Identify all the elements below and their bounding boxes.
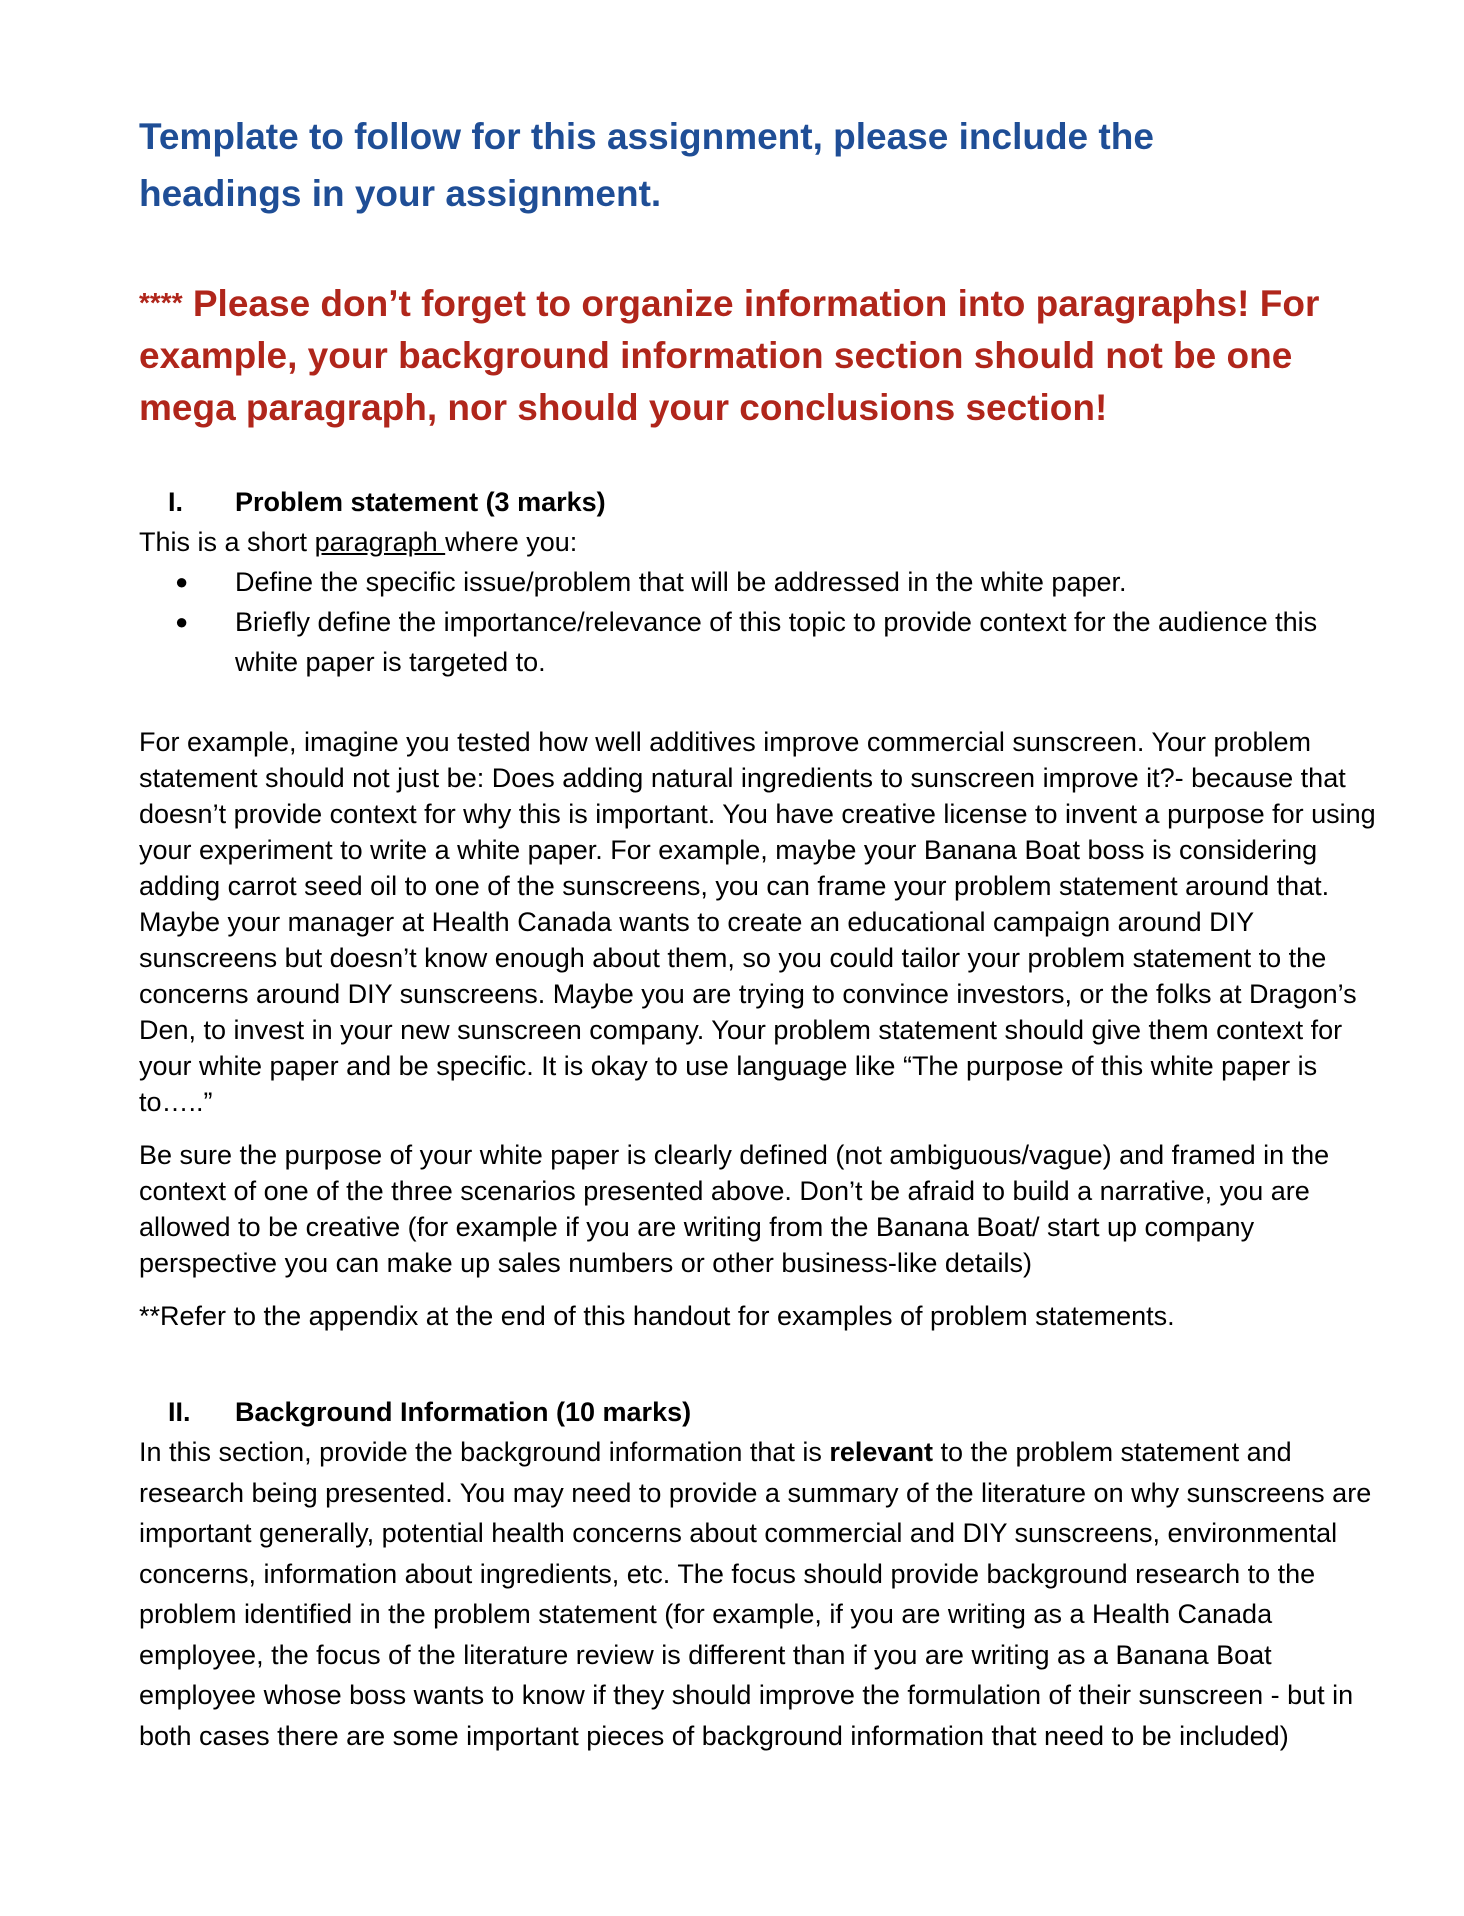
intro-text-end: where you: — [445, 527, 578, 557]
section-number: II. — [168, 1397, 191, 1427]
background-text: In this section, provide the background information that is — [139, 1437, 830, 1467]
appendix-note: **Refer to the appendix at the end of this handout for examples of problem statements. — [139, 1301, 1175, 1331]
list-item-text: Briefly define the importance/relevance of this topic to provide context for the audience this white paper is targeted to. — [235, 607, 1318, 677]
section-number: I. — [168, 487, 184, 517]
purpose-paragraph: Be sure the purpose of your white paper is clearly defined (not ambiguous/vague) and framed in the context of one of the three scenarios presented above. Don’t be afraid to build a narrative, you are allowed to be creative (for example if you are writing from the Banana Boat/ start up company perspective you can make up sales numbers or other business-like details) — [139, 1140, 1330, 1278]
document-page — [139, 108, 1389, 1756]
background-text-end: to the problem statement and research being presented. You may need to provide a summary of the literature on why sunscreens are important generally, potential health concerns about commercial and DIY sunscreens, environmental concerns, information about ingredients, etc. The focus should provide background research to the problem identified in the problem statement (for example, if you are writing as a Health Canada employee, the focus of the literature review is different than if you are writing as a Banana Boat employee whose boss wants to know if they should improve the formulation of their sunscreen - but in both cases there are some important pieces of background information that need to be included) — [139, 1437, 1372, 1751]
list-item — [139, 602, 1365, 682]
section-title: Background Information (10 marks) — [235, 1397, 692, 1427]
organization-warning — [139, 277, 1389, 434]
background-paragraph — [139, 1432, 1389, 1756]
section-heading-background-information — [139, 1392, 1389, 1432]
emphasis-relevant: relevant — [829, 1437, 933, 1467]
intro-text: This is a short — [139, 527, 315, 557]
warning-stars: **** — [139, 287, 183, 318]
example-paragraph: For example, imagine you tested how well additives improve commercial sunscreen. Your problem statement should not just be: Does adding natural ingredients to sunscreen improve it?- because that doesn’t provide context for why this is important. You have creative license to invent a purpose for using your experiment to write a white paper. For example, maybe your Banana Boat boss is considering adding carrot seed oil to one of the sunscreens, you can frame your problem statement around that. Maybe your manager at Health Canada wants to create an educational campaign around DIY sunscreens but doesn’t know enough about them, so you could tailor your problem statement to the concerns around DIY sunscreens. Maybe you are trying to convince investors, or the folks at Dragon’s Den, to invest in your new sunscreen company. Your problem statement should give them context for your white paper and be specific. It is okay to use language like “The purpose of this white paper is to…..” — [139, 727, 1376, 1117]
underlined-word: paragraph — [314, 527, 446, 557]
section-title: Problem statement (3 marks) — [235, 487, 606, 517]
problem-statement-bullets — [139, 562, 1389, 682]
page-title: Template to follow for this assignment, please include the headings in your assignment. — [139, 116, 1154, 214]
bullet-icon: ● — [175, 569, 189, 594]
problem-statement-intro — [139, 522, 1389, 562]
bullet-icon: ● — [175, 609, 189, 634]
list-item-text: Define the specific issue/problem that will be addressed in the white paper. — [235, 567, 1127, 597]
section-heading-problem-statement — [139, 482, 1389, 522]
list-item — [139, 562, 1365, 602]
warning-text: Please don’t forget to organize information into paragraphs! For example, your background information section should not be one mega paragraph, nor should your conclusions section! — [139, 283, 1320, 428]
